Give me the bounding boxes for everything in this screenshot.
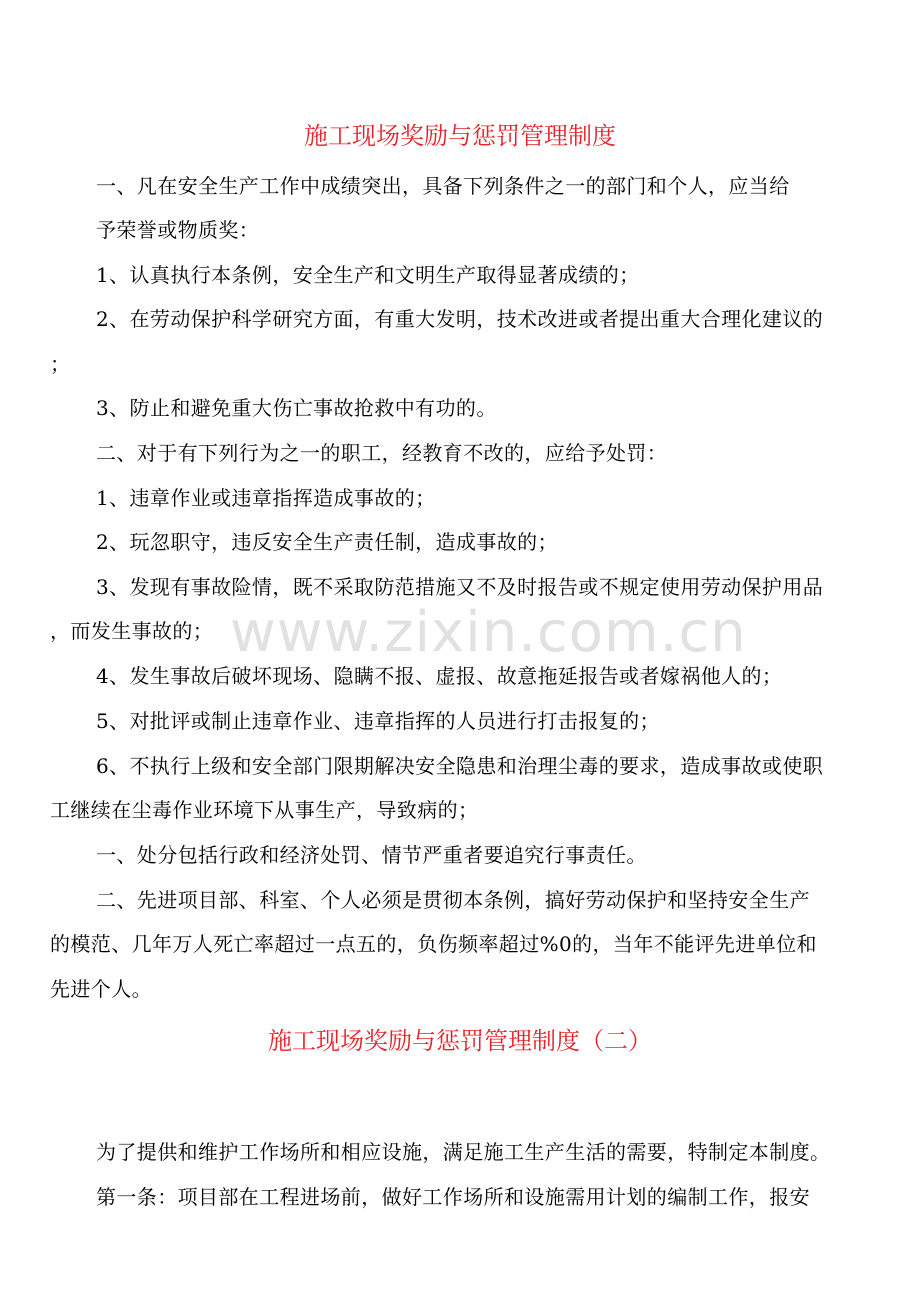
paragraph-line: ； [50, 352, 71, 376]
paragraph-line: 3、防止和避免重大伤亡事故抢救中有功的。 [96, 396, 497, 420]
paragraph-line: 先进个人。 [50, 977, 152, 1001]
paragraph-line: 为了提供和维护工作场所和相应设施，满足施工生产生活的需要，特制定本制度。 [96, 1140, 831, 1164]
paragraph-line: 5、对批评或制止违章作业、违章指挥的人员进行打击报复的； [96, 709, 660, 733]
paragraph-line: 二、对于有下列行为之一的职工，经教育不改的，应给予处罚： [96, 441, 668, 465]
paragraph-line: 6、不执行上级和安全部门限期解决安全隐患和治理尘毒的要求，造成事故或使职 [96, 754, 824, 778]
section-2-title: 施工现场奖励与惩罚管理制度（二） [268, 1027, 652, 1055]
paragraph-line: 予荣誉或物质奖： [96, 218, 260, 242]
paragraph-line: ，而发生事故的； [50, 619, 214, 643]
paragraph-line: 一、凡在安全生产工作中成绩突出，具备下列条件之一的部门和个人，应当给 [96, 174, 790, 198]
paragraph-line: 2、玩忽职守，违反安全生产责任制，造成事故的； [96, 530, 558, 554]
paragraph-line: 2、在劳动保护科学研究方面，有重大发明，技术改进或者提出重大合理化建议的 [96, 307, 824, 331]
paragraph-line: 二、先进项目部、科室、个人必须是贯彻本条例，搞好劳动保护和坚持安全生产 [96, 888, 810, 912]
watermark: www.zixin.com.cn [230, 600, 747, 665]
paragraph-line: 1、认真执行本条例，安全生产和文明生产取得显著成绩的； [96, 263, 640, 287]
paragraph-line: 工继续在尘毒作业环境下从事生产，导致病的； [50, 798, 479, 822]
paragraph-line: 3、发现有事故险情，既不采取防范措施又不及时报告或不规定使用劳动保护用品 [96, 575, 824, 599]
paragraph-line: 第一条：项目部在工程进场前，做好工作场所和设施需用计划的编制工作，报安 [96, 1185, 810, 1209]
paragraph-line: 4、发生事故后破坏现场、隐瞒不报、虚报、故意拖延报告或者嫁祸他人的； [96, 664, 783, 688]
paragraph-line: 一、处分包括行政和经济处罚、情节严重者要追究行事责任。 [96, 843, 647, 867]
paragraph-line: 1、违章作业或违章指挥造成事故的； [96, 486, 436, 510]
paragraph-line: 的模范、几年万人死亡率超过一点五的，负伤频率超过%0的，当年不能评先进单位和 [50, 932, 817, 956]
section-1-title: 施工现场奖励与惩罚管理制度 [304, 122, 616, 150]
